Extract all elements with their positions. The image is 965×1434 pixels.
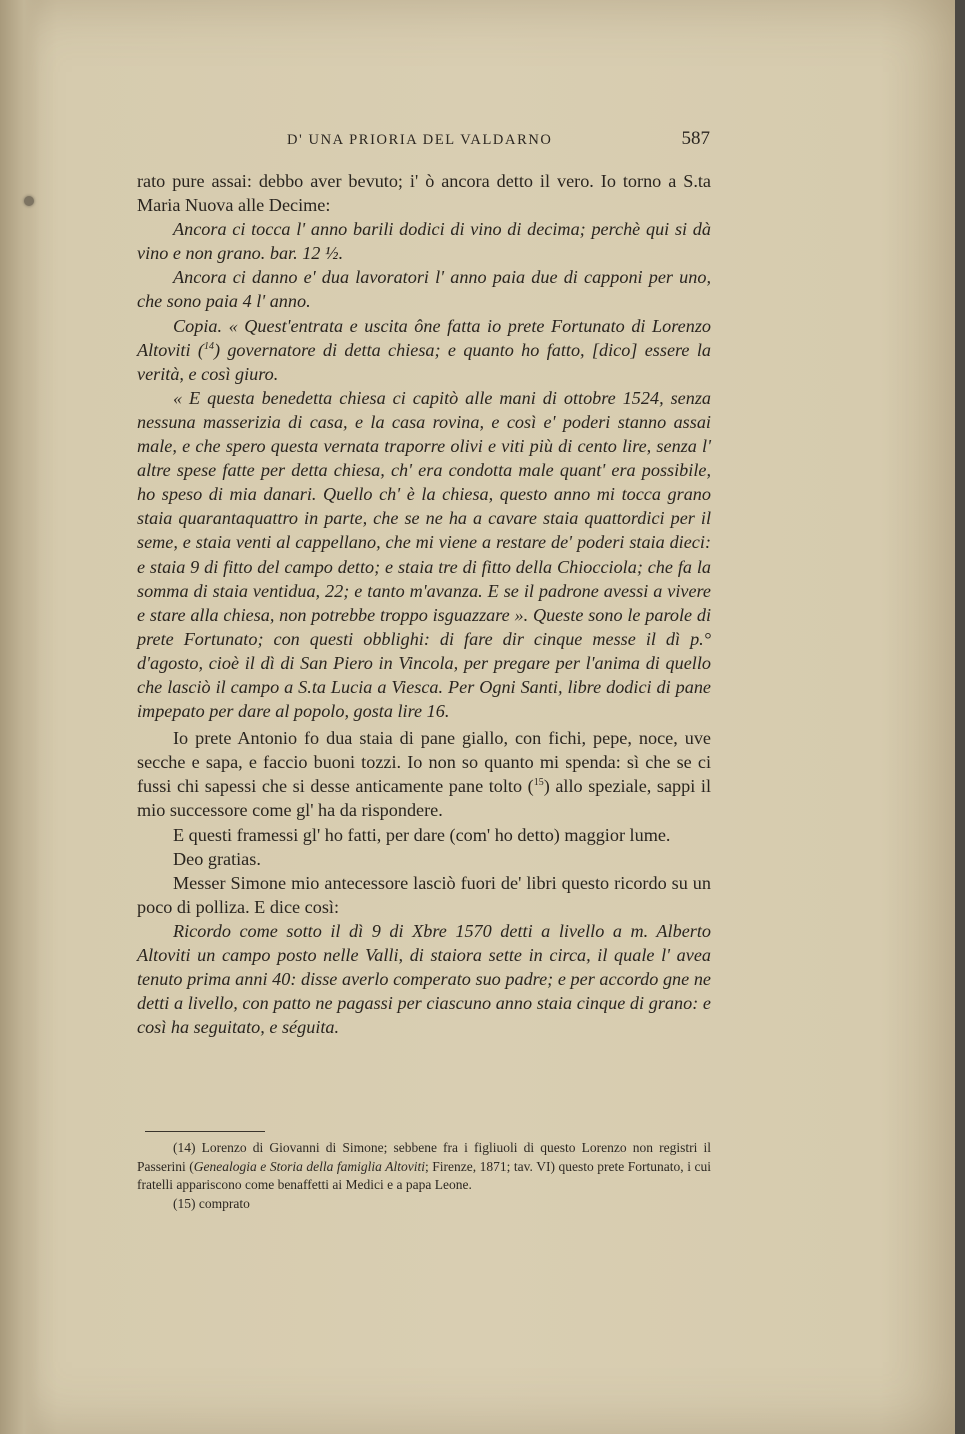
page-number: 587 <box>681 128 710 149</box>
running-header <box>135 128 710 156</box>
paragraph-9: Messer Simone mio antecessore lasciò fuori de' libri questo ricordo su un poco di polliza. E dice così: <box>137 872 711 917</box>
paragraph-1: rato pure assai: debbo aver bevuto; i' ò ancora detto il vero. Io torno a S.ta Maria Nuova alle Decime: <box>137 171 711 216</box>
page-edge-shadow <box>955 0 965 1434</box>
footnote-15-text: comprato <box>195 1195 250 1211</box>
paragraph-6-text-b: ) allo speziale, sappi il mio successore come gl' ha da rispondere. <box>137 776 711 821</box>
footnote-rule <box>145 1131 265 1132</box>
footnote-14 <box>137 1139 711 1195</box>
paragraph-10: Ricordo come sotto il dì 9 di Xbre 1570 detti a livello a m. Alberto Altoviti un campo posto nelle Valli, di staiora sette in circa, il quale l' avea tenuto prima anni 40: disse averlo comperato suo padre; e per accordo gne ne detti a livello, con patto ne pagassi per ciascuno anno staia cinque di grano: e così ha seguitato, e séguita. <box>137 920 711 1038</box>
footnote-14-text-a: Lorenzo di Giovanni di Simone; sebbene fra i figliuoli di questo Lorenzo non registri il Passerini ( <box>137 1140 711 1174</box>
paragraph-2: Ancora ci tocca l' anno barili dodici di vino di decima; perchè qui si dà vino e non grano. bar. 12 ½. <box>137 219 711 264</box>
paragraph-4-text-b: ) governatore di detta chiesa; e quanto ho fatto, [dico] essere la verità, e così giuro. <box>137 339 711 384</box>
footnote-14-ref: (14) <box>173 1140 196 1155</box>
footnotes <box>137 1139 711 1213</box>
paragraph-5: « E questa benedetta chiesa ci capitò alle mani di ottobre 1524, senza nessuna masserizia di casa, e la casa rovina, e così e' poderi stanno assai male, e che spero questa vernata traporre olivi e viti più di cento lire, senza l' altre spese fatte per detta chiesa, ch' era condotta male quant' era possibile, ho speso di mia danari. Quello ch' è la chiesa, questo anno mi tocca grano staia quarantaquattro in parte, che se ne ha a cavare staia quattordici per il seme, e staia venti al cappellano, che mi viene a restare de' poderi staia dieci: e staia 9 di fitto del campo detto; e staia tre di fitto della Chiocciola; che fa la somma di staia ventidua, 22; e tanto m'avanza. E se il padrone avessi a vivere e stare alla chiesa, non potrebbe troppo isguazzare ». Queste sono le parole di prete Fortunato; con questi obblighi: di fare dir cinque messe il dì p.° d'agosto, cioè il dì di San Piero in Vincola, per pregare per l'anima di quello che lasciò il campo a S.ta Lucia a Viesca. Per Ogni Santi, libre dodici di pane impepato per dare al popolo, gosta lire 16. <box>137 387 711 722</box>
footnote-14-title: Genealogia e Storia della famiglia Altoviti <box>193 1158 425 1174</box>
paragraph-4 <box>137 314 711 386</box>
paragraph-8: Deo gratias. <box>173 848 261 869</box>
footnote-15-ref: (15) <box>173 1195 196 1211</box>
body-text <box>137 169 711 1039</box>
paragraph-6-text-a: Io prete Antonio fo dua staia di pane giallo, con fichi, pepe, noce, uve secche e sapa, e faccio buoni tozzi. Io non so quanto mi spenda: sì che se ci fussi chi sapessi che si desse anticamente pane tolto ( <box>137 728 711 797</box>
footnote-14-text-b: ; Firenze, 1871; tav. VI) questo prete Fortunato, i cui fratelli appariscono come benaffetti ai Medici e a papa Leone. <box>137 1158 711 1193</box>
paragraph-4-text-a: Copia. « Quest'entrata e uscita ône fatta io prete Fortunato di Lorenzo Altoviti ( <box>137 315 711 360</box>
binding-gutter <box>0 0 40 1434</box>
running-title: D' UNA PRIORIA DEL VALDARNO <box>287 132 553 148</box>
paragraph-3: Ancora ci danno e' dua lavoratori l' anno paia due di capponi per uno, che sono paia 4 l' anno. <box>137 267 711 312</box>
footnote-ref-15: 15 <box>533 777 544 789</box>
footnote-ref-14: 14 <box>203 340 214 352</box>
binding-hole <box>24 196 34 206</box>
paragraph-6 <box>137 726 711 822</box>
footnote-15 <box>137 1195 711 1214</box>
paragraph-7: E questi framessi gl' ho fatti, per dare (com' ho detto) maggior lume. <box>173 824 671 845</box>
